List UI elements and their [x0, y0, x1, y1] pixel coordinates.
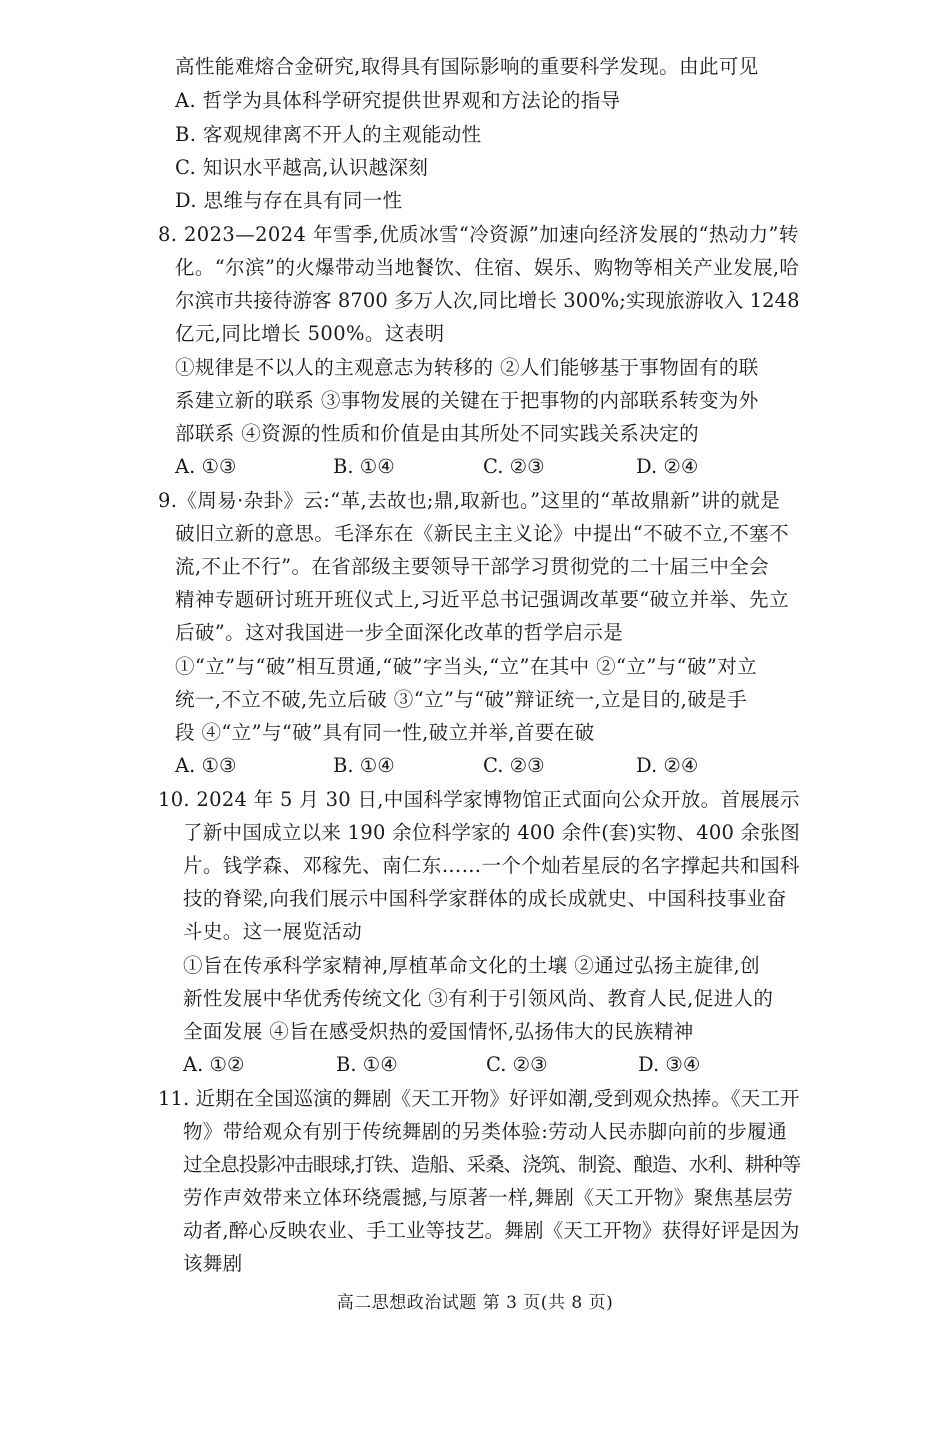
q9-option-c: C. ②③ — [483, 754, 545, 777]
q8-stem-line: 尔滨市共接待游客 8700 多万人次,同比增长 300%;实现旅游收入 1248 — [175, 289, 800, 312]
q9-stem-line: 后破”。这对我国进一步全面深化改革的哲学启示是 — [175, 621, 624, 644]
q8-statement-line: ①规律是不以人的主观意志为转移的 ②人们能够基于事物固有的联 — [175, 356, 759, 379]
q10-statement-line: 全面发展 ④旨在感受炽热的爱国情怀,弘扬伟大的民族精神 — [183, 1020, 694, 1043]
q9-option-a: A. ①③ — [175, 754, 237, 777]
q10-option-d: D. ③④ — [638, 1053, 701, 1076]
q11-stem-line: 11. 近期在全国巡演的舞剧《天工开物》好评如潮,受到观众热捧。《天工开 — [158, 1087, 800, 1110]
q7-option-b: B. 客观规律离不开人的主观能动性 — [175, 123, 482, 146]
q10-stem-line: 斗史。这一展览活动 — [183, 920, 363, 943]
q11-stem-line: 物》带给观众有别于传统舞剧的另类体验:劳动人民赤脚向前的步履通 — [183, 1120, 787, 1143]
q10-option-b: B. ①④ — [336, 1053, 398, 1076]
q8-option-a: A. ①③ — [175, 455, 237, 478]
q8-option-c: C. ②③ — [483, 455, 545, 478]
q10-option-a: A. ①② — [183, 1053, 245, 1076]
q7-option-a: A. 哲学为具体科学研究提供世界观和方法论的指导 — [175, 89, 621, 112]
q9-statement-line: ①“立”与“破”相互贯通,“破”字当头,“立”在其中 ②“立”与“破”对立 — [175, 655, 758, 678]
q7-option-c: C. 知识水平越高,认识越深刻 — [175, 156, 429, 179]
q9-stem-line: 精神专题研讨班开班仪式上,习近平总书记强调改革要“破立并举、先立 — [175, 588, 789, 611]
q8-statement-line: 部联系 ④资源的性质和价值是由其所处不同实践关系决定的 — [175, 422, 699, 445]
q10-stem-line: 了新中国成立以来 190 余位科学家的 400 余件(套)实物、400 余张图 — [183, 821, 800, 844]
q9-stem-line: 9.《周易·杂卦》云:“革,去故也;鼎,取新也。”这里的“革故鼎新”讲的就是 — [158, 489, 781, 512]
q9-stem-line: 流,不止不行”。在省部级主要领导干部学习贯彻党的二十届三中全会 — [175, 555, 770, 578]
q11-stem-line: 过全息投影冲击眼球,打铁、造船、采桑、浇筑、制瓷、酿造、水利、耕种等 — [183, 1153, 801, 1176]
q8-option-b: B. ①④ — [333, 455, 395, 478]
q8-stem-line: 化。“尔滨”的火爆带动当地餐饮、住宿、娱乐、购物等相关产业发展,哈 — [175, 256, 800, 279]
q8-stem-line: 亿元,同比增长 500%。这表明 — [175, 322, 445, 345]
q10-stem-line: 片。钱学森、邓稼先、南仁东……一个个灿若星辰的名字撑起共和国科 — [183, 854, 800, 877]
q10-stem-line: 10. 2024 年 5 月 30 日,中国科学家博物馆正式面向公众开放。首展展示 — [158, 788, 800, 811]
q10-option-c: C. ②③ — [486, 1053, 548, 1076]
q10-stem-line: 技的脊梁,向我们展示中国科学家群体的成长成就史、中国科技事业奋 — [183, 887, 787, 910]
q7-stem-line: 高性能难熔合金研究,取得具有国际影响的重要科学发现。由此可见 — [175, 55, 759, 78]
q11-stem-line: 该舞剧 — [183, 1252, 243, 1275]
q9-statement-line: 统一,不立不破,先立后破 ③“立”与“破”辩证统一,立是目的,破是手 — [175, 688, 747, 711]
q8-option-d: D. ②④ — [636, 455, 699, 478]
q9-stem-line: 破旧立新的意思。毛泽东在《新民主主义论》中提出“不破不立,不塞不 — [175, 522, 789, 545]
q8-statement-line: 系建立新的联系 ③事物发展的关键在于把事物的内部联系转变为外 — [175, 389, 759, 412]
q8-stem-line: 8. 2023—2024 年雪季,优质冰雪“冷资源”加速向经济发展的“热动力”转 — [158, 223, 799, 246]
q7-option-d: D. 思维与存在具有同一性 — [175, 189, 403, 212]
q9-option-b: B. ①④ — [333, 754, 395, 777]
q10-statement-line: 新性发展中华优秀传统文化 ③有利于引领风尚、教育人民,促进人的 — [183, 987, 774, 1010]
q10-statement-line: ①旨在传承科学家精神,厚植革命文化的土壤 ②通过弘扬主旋律,创 — [183, 954, 760, 977]
q11-stem-line: 动者,醉心反映农业、手工业等技艺。舞剧《天工开物》获得好评是因为 — [183, 1219, 800, 1242]
q11-stem-line: 劳作声效带来立体环绕震撼,与原著一样,舞剧《天工开物》聚焦基层劳 — [183, 1186, 794, 1209]
q9-statement-line: 段 ④“立”与“破”具有同一性,破立并举,首要在破 — [175, 721, 595, 744]
page-footer: 高二思想政治试题 第 3 页(共 8 页) — [336, 1293, 614, 1313]
q9-option-d: D. ②④ — [636, 754, 699, 777]
